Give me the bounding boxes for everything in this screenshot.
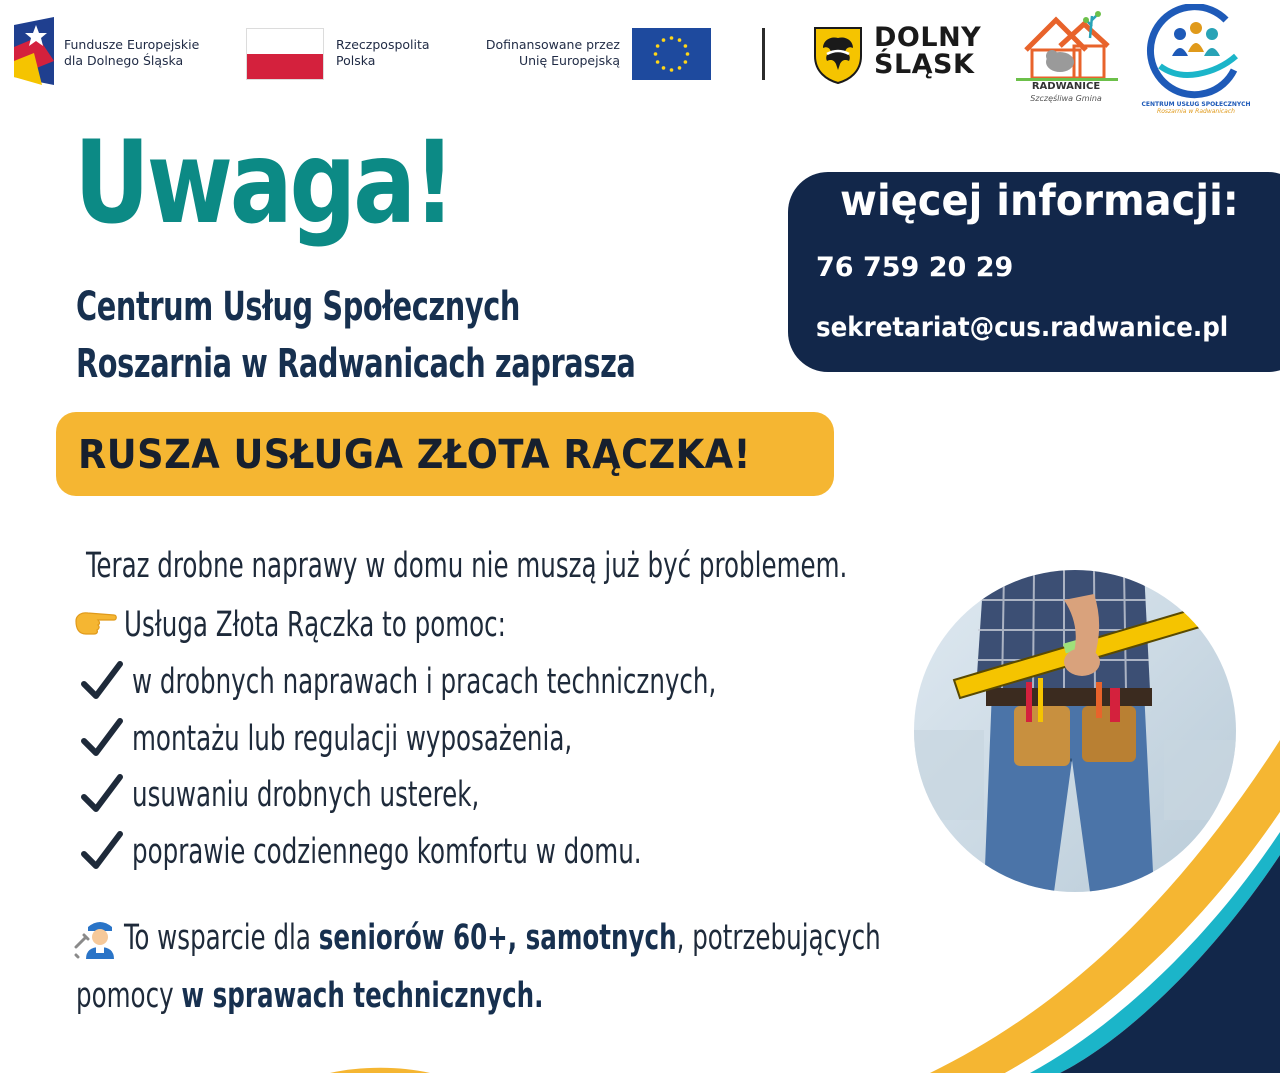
fundusze-europejskie-text (64, 37, 199, 69)
check-icon (80, 717, 124, 759)
service-item-3: usuwaniu drobnych usterek, (132, 775, 480, 815)
check-icon (80, 773, 124, 815)
support-text-part-3: pomocy (76, 976, 182, 1016)
radwanice-subtitle: Szczęśliwa Gmina (1030, 94, 1102, 103)
radwanice-logo (1012, 6, 1122, 88)
service-item-1: w drobnych naprawach i pracach technicznych, (132, 662, 717, 702)
subheading (76, 279, 635, 393)
service-item-2: montażu lub regulacji wyposażenia, (132, 719, 573, 759)
service-lead: Usługa Złota Rączka to pomoc: (124, 605, 506, 645)
check-icon (80, 660, 124, 702)
fundusze-europejskie-logo (14, 17, 54, 85)
subheading-line-1: Centrum Usług Społecznych (76, 284, 520, 330)
pointing-hand-icon (74, 607, 118, 637)
ds-text-line-2: ŚLĄSK (874, 49, 975, 80)
pl-text-line-1: Rzeczpospolita (336, 37, 430, 52)
subheading-line-2: Roszarnia w Radwanicach zaprasza (76, 341, 636, 387)
radwanice-name: RADWANICE (1031, 81, 1101, 92)
support-text-line-1 (124, 914, 881, 962)
intro-text: Teraz drobne naprawy w domu nie muszą już być problemem. (86, 546, 848, 586)
pl-text-line-2: Polska (336, 53, 376, 68)
support-text-line-2 (76, 972, 543, 1020)
eu-text-line-1: Dofinansowane przez (485, 37, 620, 52)
eu-flag-icon (632, 28, 711, 80)
contact-phone[interactable]: 76 759 20 29 (816, 252, 1014, 283)
support-text-part-1: To wsparcie dla (124, 918, 319, 958)
eu-text-line-2: Unię Europejską (518, 53, 620, 68)
cus-logo-name: CENTRUM USŁUG SPOŁECZNYCH (1141, 101, 1251, 108)
support-text-part-2: , potrzebujących (676, 918, 881, 958)
eu-cofinancing-text (472, 37, 620, 69)
contact-email[interactable]: sekretariat@cus.radwanice.pl (816, 312, 1229, 343)
polish-flag-icon (246, 28, 324, 80)
support-technical-matters: w sprawach technicznych. (181, 976, 544, 1016)
logo-divider (762, 28, 765, 80)
headline: Uwaga! (74, 116, 453, 249)
rzeczpospolita-text (336, 37, 430, 69)
announcement-banner-text: RUSZA USŁUGA ZŁOTA RĄCZKA! (78, 432, 751, 478)
cus-logo-subtitle: Roszarnia w Radwanicach (1157, 108, 1235, 115)
mechanic-icon (74, 917, 118, 959)
ds-text-line-1: DOLNY (874, 22, 982, 53)
dolny-slask-crest-icon (813, 26, 863, 84)
check-icon (80, 830, 124, 872)
handyman-photo (914, 570, 1236, 892)
contact-title: więcej informacji: (840, 176, 1239, 226)
dolny-slask-text (874, 24, 981, 78)
cus-logo (1146, 4, 1246, 104)
fe-text-line-1: Fundusze Europejskie (64, 37, 200, 52)
service-item-4: poprawie codziennego komfortu w domu. (132, 832, 642, 872)
fe-text-line-2: dla Dolnego Śląska (64, 53, 184, 68)
support-target-groups: seniorów 60+, samotnych (318, 918, 677, 958)
